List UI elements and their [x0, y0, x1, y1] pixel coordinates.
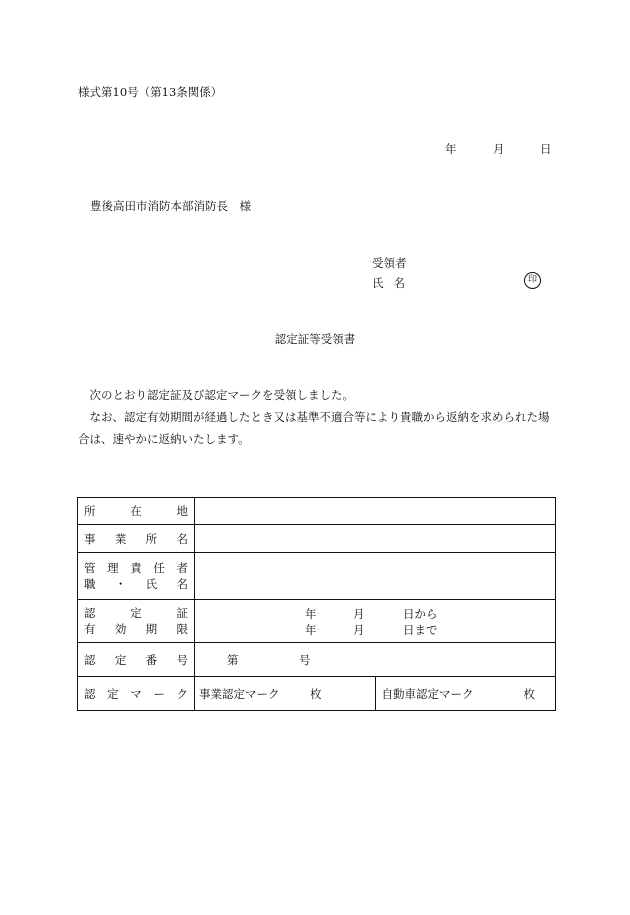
table-row [78, 553, 556, 600]
label-char: 業 [114, 531, 127, 546]
label-char: 定 [114, 652, 127, 667]
recipient: 豊後高田市消防本部消防長 様 [90, 199, 251, 213]
table-row [78, 498, 556, 525]
valid-to-year: 年 [305, 623, 317, 637]
label-char: 所 [84, 504, 96, 518]
seal-mark: 印 [524, 272, 541, 289]
cert-number-label [78, 643, 195, 677]
label-char: 所 [145, 531, 158, 546]
form-number: 様式第10号（第13条関係） [78, 85, 223, 99]
label-char: 定 [130, 606, 142, 620]
table-row [78, 600, 556, 643]
receipt-table [77, 497, 556, 711]
label-char: 認 [84, 606, 96, 620]
label-char: ・ [114, 577, 127, 591]
label-char: 認 [84, 686, 96, 701]
office-name-label [78, 525, 195, 553]
date-month-label: 月 [493, 142, 505, 156]
table-row [78, 677, 556, 711]
label-char: マ [130, 686, 142, 701]
cert-number-field[interactable] [195, 643, 556, 677]
cert-number-prefix: 第 [227, 653, 239, 667]
label-char: 氏 [145, 577, 158, 591]
label-char: 号 [176, 652, 188, 667]
location-label [78, 498, 195, 525]
validity-label [78, 600, 195, 643]
validity-field[interactable] [195, 600, 556, 643]
label-char: 管 [84, 561, 96, 575]
label-char: 地 [176, 504, 188, 518]
label-char: 任 [153, 561, 165, 575]
business-mark-field[interactable] [195, 677, 376, 711]
office-name-field[interactable] [195, 525, 556, 553]
label-char: 名 [176, 531, 188, 546]
label-char: 限 [176, 622, 188, 636]
vehicle-mark-label: 自動車認定マーク [381, 687, 474, 701]
cert-number-suffix: 号 [299, 653, 311, 667]
label-char: 事 [84, 531, 96, 546]
label-char: 番 [145, 652, 158, 667]
vehicle-mark-field[interactable] [375, 677, 556, 711]
body-paragraph-1: 次のとおり認定証及び認定マークを受領しました。 [89, 388, 354, 402]
label-char: 責 [130, 561, 142, 575]
label-char: 効 [114, 622, 127, 636]
business-mark-label: 事業認定マーク [199, 687, 280, 701]
valid-to-month: 月 [353, 623, 365, 637]
date-day-label: 日 [540, 142, 552, 156]
label-char: ー [153, 686, 165, 701]
label-char: 認 [84, 652, 96, 667]
name-label-1: 氏 [372, 276, 384, 290]
date-year-label: 年 [445, 142, 457, 156]
label-char: ク [176, 686, 188, 701]
name-label-2: 名 [393, 276, 405, 290]
receiver-label: 受領者 [372, 256, 407, 270]
label-char: 証 [176, 606, 188, 620]
business-mark-unit: 枚 [310, 687, 322, 701]
manager-field[interactable] [195, 553, 556, 600]
label-char: 期 [145, 622, 158, 636]
mark-label [78, 677, 195, 711]
document-title: 認定証等受領書 [274, 332, 356, 346]
valid-from-month: 月 [353, 607, 365, 621]
label-char: 有 [84, 622, 96, 636]
label-char: 名 [176, 577, 188, 591]
manager-label [78, 553, 195, 600]
label-char: 定 [107, 686, 119, 701]
label-char: 者 [176, 561, 188, 575]
name-label [372, 275, 405, 291]
label-char: 理 [107, 561, 119, 575]
table-row [78, 525, 556, 553]
body-text [78, 384, 556, 450]
valid-to-suffix: 日まで [403, 623, 438, 637]
table-row [78, 643, 556, 677]
valid-from-suffix: 日から [403, 607, 438, 621]
label-char: 職 [84, 577, 96, 591]
body-paragraph-2: なお、認定有効期間が経過したとき又は基準不適合等により貴職から返納を求められた場合は、速やかに返納いたします。 [78, 410, 550, 446]
label-char: 在 [130, 504, 142, 518]
vehicle-mark-unit: 枚 [523, 687, 535, 701]
valid-from-year: 年 [305, 607, 317, 621]
location-field[interactable] [195, 498, 556, 525]
